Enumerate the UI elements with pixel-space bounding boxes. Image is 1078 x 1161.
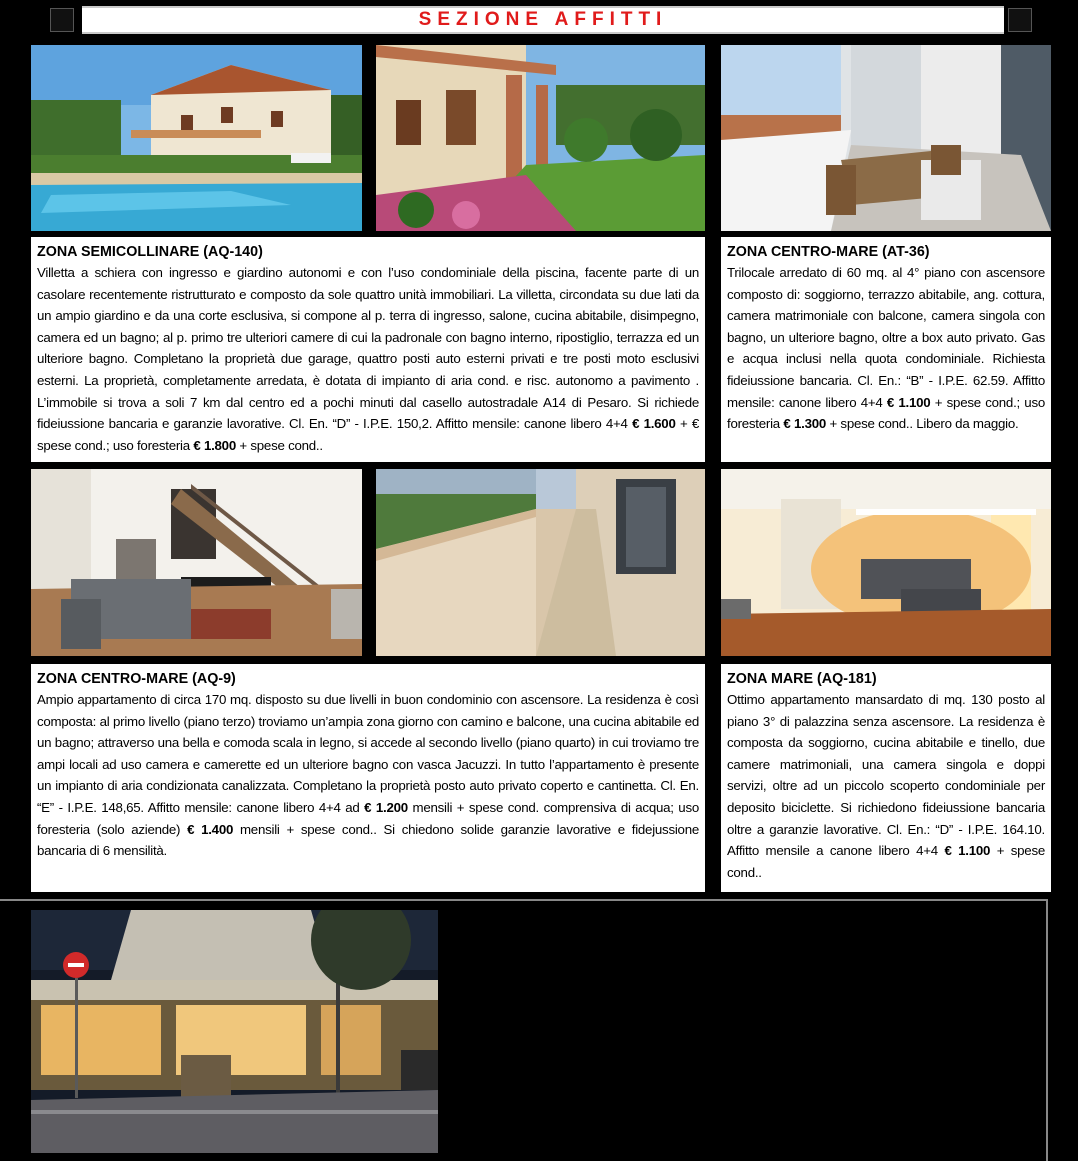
listing-description: Villetta a schiera con ingresso e giardino autonomi e con l’uso condominiale della piscina, facente parte di un casolare recentemente ristrutturato e composto da sole quattro unità immobiliari. La villetta, circondata su due lati da un ampio giardino e da una corte esclusiva, si compone al p. terra di ingresso, salone, cucina abitabile, disimpegno, camera ed un bagno; al p. primo tre ulteriori camere di cui la padronale con bagno interno, ripostiglio, terrazza ed un ulteriore bagno. Completano la proprietà due garage, quattro posti auto esterni privati e tre posti moto esclusivi esterni. La proprietà, completamente arredata, è dotata di impianto di aria cond. e risc. autonomo a pavimento . L’immobile si trova a soli 7 km dal centro ed a pochi minuti dal casello autostradale A14 di Pesaro. Si richiede fideiussione bancaria e garanzie lavorative. Cl. En. “D” - I.P.E. 150,2. Affitto mensile: canone libero 4+4 € 1.600 + € spese cond.; uso foresteria € 1.800 + spese cond.. <box>37 265 699 453</box>
header-left-square <box>50 8 74 32</box>
listing-description: Ottimo appartamento mansardato di mq. 130 posto al piano 3° di palazzina senza ascensore. La residenza è composta da soggiorno, cucina abitabile e tinello, due camere matrimoniali, una camera singola e doppi servizi, oltre ad un piccolo scoperto condominiale per deposito biciclette. Si richiedono fideiussione bancaria oltre a garanzie lavorative. Cl. En.: “D” - I.P.E. 164.10. Affitto mensile a canone libero 4+4 € 1.100 + spese cond.. <box>727 692 1045 880</box>
listing-aq181 <box>721 664 1051 892</box>
agency-storefront-photo <box>31 910 438 1153</box>
listing-title: ZONA MARE (AQ-181) <box>727 671 877 687</box>
balcony-photo <box>376 469 705 656</box>
listing-title: ZONA CENTRO-MARE (AT-36) <box>727 244 930 260</box>
price-standard: € 1.100 <box>944 843 991 859</box>
section-header <box>82 6 1004 34</box>
villa-garden-photo <box>376 45 705 231</box>
listing-title: ZONA SEMICOLLINARE (AQ-140) <box>37 244 263 260</box>
listing-description: Trilocale arredato di 60 mq. al 4° piano con ascensore composto di: soggiorno, terrazzo abitabile, ang. cottura, camera matrimoniale con balcone, camera singola con bagno, un ulteriore bagno, oltre a box auto privato. Gas e acqua inclusi nella quota condominiale. Richiesta fideiussione bancaria. Cl. En.: “B” - I.P.E. 62.59. Affitto mensile: canone libero 4+4 € 1.100 + spese cond.; uso foresteria € 1.300 + spese cond.. Libero da maggio. <box>727 265 1045 432</box>
villa-pool-photo <box>31 45 362 231</box>
price-foresteria: € 1.400 <box>187 821 234 837</box>
listing-at36 <box>721 237 1051 462</box>
terrace-photo <box>721 45 1051 231</box>
price-foresteria: € 1.300 <box>783 416 827 432</box>
price-standard: € 1.200 <box>364 799 408 815</box>
price-standard: € 1.600 <box>632 416 676 432</box>
listing-aq9 <box>31 664 705 892</box>
listing-description: Ampio appartamento di circa 170 mq. disposto su due livelli in buon condominio con ascensore. La residenza è così composta: al primo livello (piano terzo) troviamo un’ampia zona giorno con camino e balcone, una cucina abitabile ed un bagno; attraverso una bella e comoda scala in legno, si accede al secondo livello (piano quarto) in cui troviamo tre ampi locali ad uso camera e camerette ed un ulteriore bagno con vasca Jacuzzi. In tutto l’appartamento è presente un impianto di aria condizionata canalizzata. Completano la proprietà posto auto privato coperto e cantinetta. Cl. En. “E” - I.P.E. 148,65. Affitto mensile: canone libero 4+4 ad € 1.200 mensili + spese cond. comprensiva di acqua; uso foresteria (solo aziende) € 1.400 mensili + spese cond.. Si chiedono solide garanzie lavorative e fidejussione bancaria di 6 mensilità. <box>37 692 699 859</box>
attic-living-photo <box>721 469 1051 656</box>
header-right-square <box>1008 8 1032 32</box>
listing-aq140 <box>31 237 705 462</box>
listing-title: ZONA CENTRO-MARE (AQ-9) <box>37 671 236 687</box>
living-room-stairs-photo <box>31 469 362 656</box>
price-foresteria: € 1.800 <box>193 437 236 453</box>
price-standard: € 1.100 <box>886 394 931 410</box>
section-title: SEZIONE AFFITTI <box>418 9 668 30</box>
